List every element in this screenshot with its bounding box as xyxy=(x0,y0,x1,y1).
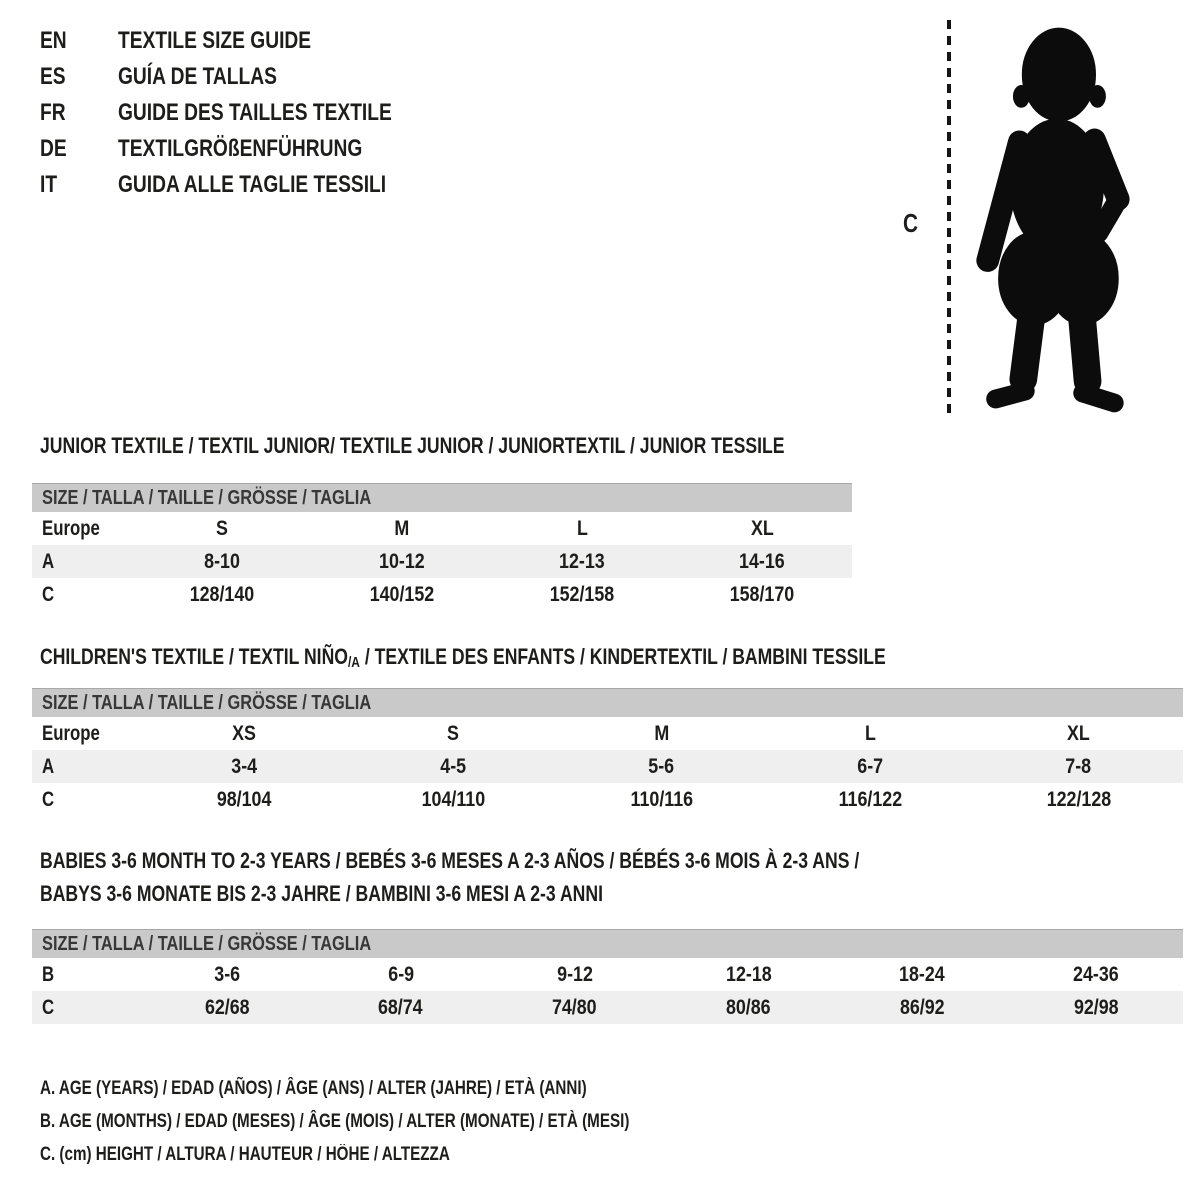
table-cell xyxy=(492,517,672,541)
row-label-text: C xyxy=(42,582,55,606)
table-cell-text: 7-8 xyxy=(1065,754,1092,778)
table-cell-text: L xyxy=(864,721,876,745)
table-cell-text: 104/110 xyxy=(421,787,485,811)
table-cell-text: S xyxy=(216,516,228,540)
children-section-title-text xyxy=(40,645,886,675)
table-cell xyxy=(349,788,558,812)
language-code xyxy=(40,63,118,91)
table-cell xyxy=(672,517,852,541)
table-cell xyxy=(132,550,312,574)
babies-section-title-line2: BABYS 3-6 MONATE BIS 2-3 JAHRE / BAMBINI 3-6 MESI A 2-3 ANNI xyxy=(40,881,603,906)
table-cell xyxy=(1009,996,1183,1020)
row-label-text: A xyxy=(42,754,55,778)
language-row xyxy=(40,170,453,200)
table-cell xyxy=(766,788,975,812)
row-label xyxy=(32,755,140,779)
table-cell-text: 12-18 xyxy=(725,962,772,986)
junior-size-table xyxy=(32,483,852,611)
language-code-text: DE xyxy=(40,135,67,162)
language-code xyxy=(40,135,118,163)
row-label xyxy=(32,996,140,1020)
table-cell xyxy=(140,996,314,1020)
row-label-text: C xyxy=(42,787,55,811)
language-row xyxy=(40,26,359,56)
table-cell xyxy=(312,583,492,607)
table-cell-text: 10-12 xyxy=(379,549,425,573)
table-row xyxy=(32,545,852,578)
size-header-label: SIZE / TALLA / TAILLE / GRÖSSE / TAGLIA xyxy=(42,486,372,509)
table-cell xyxy=(766,755,975,779)
table-cell-text: 14-16 xyxy=(739,549,785,573)
row-label xyxy=(32,550,132,574)
legend-line-a xyxy=(40,1072,777,1105)
table-cell xyxy=(672,550,852,574)
table-cell xyxy=(312,550,492,574)
table-cell-text: 92/98 xyxy=(1073,995,1119,1019)
junior-section-title-text: JUNIOR TEXTILE / TEXTIL JUNIOR/ TEXTILE JUNIOR / JUNIORTEXTIL / JUNIOR TESSILE xyxy=(40,433,785,458)
legend-line-c xyxy=(40,1138,777,1171)
legend-line-b xyxy=(40,1105,777,1138)
table-cell-text: 68/74 xyxy=(378,995,424,1019)
row-label xyxy=(32,517,132,541)
table-cell-text: 24-36 xyxy=(1073,962,1119,986)
row-label-text: C xyxy=(42,995,55,1019)
table-cell xyxy=(132,517,312,541)
table-cell-text: 5-6 xyxy=(648,754,675,778)
legend-line-c-text: C. (cm) HEIGHT / ALTURA / HAUTEUR / HÖHE / ALTEZZA xyxy=(40,1144,450,1165)
language-label: GUIDA ALLE TAGLIE TESSILI xyxy=(118,171,387,198)
table-cell xyxy=(766,722,975,746)
table-row xyxy=(32,783,1183,816)
table-cell-text: XL xyxy=(750,516,774,540)
table-cell-text: 80/86 xyxy=(726,995,771,1019)
table-cell-text: 3-6 xyxy=(214,962,240,986)
table-cell-text: 140/152 xyxy=(369,582,435,606)
table-cell-text: M xyxy=(394,516,410,540)
row-label-text: Europe xyxy=(42,721,100,745)
table-cell-text: 116/122 xyxy=(838,787,902,811)
table-cell-text: 128/140 xyxy=(189,582,255,606)
size-header-bar xyxy=(32,483,852,512)
children-title-main: CHILDREN'S TEXTILE / TEXTIL NIÑO xyxy=(40,644,348,669)
table-cell xyxy=(349,755,558,779)
table-cell-text: 9-12 xyxy=(556,962,593,986)
height-measure-label xyxy=(903,208,922,239)
children-title-subscript: /A xyxy=(347,654,360,671)
table-cell-text: 18-24 xyxy=(899,962,946,986)
size-header-label: SIZE / TALLA / TAILLE / GRÖSSE / TAGLIA xyxy=(42,691,372,714)
table-cell xyxy=(557,755,766,779)
table-row xyxy=(32,717,1183,750)
table-cell xyxy=(132,583,312,607)
row-label-text: Europe xyxy=(42,516,100,540)
row-label xyxy=(32,583,132,607)
language-code xyxy=(40,27,118,55)
language-label: GUIDE DES TAILLES TEXTILE xyxy=(118,99,392,126)
legend-line-a-text: A. AGE (YEARS) / EDAD (AÑOS) / ÂGE (ANS) / ALTER (JAHRE) / ETÀ (ANNI) xyxy=(40,1078,587,1099)
table-cell xyxy=(661,996,835,1020)
table-cell-text: 6-9 xyxy=(387,962,414,986)
row-label xyxy=(32,963,140,987)
table-cell xyxy=(140,755,349,779)
children-size-table xyxy=(32,688,1183,816)
table-cell xyxy=(974,722,1183,746)
table-cell-text: 62/68 xyxy=(204,995,250,1019)
table-cell xyxy=(314,963,488,987)
table-cell xyxy=(557,722,766,746)
table-cell-text: 12-13 xyxy=(559,549,605,573)
row-label-text: A xyxy=(42,549,55,573)
table-row xyxy=(32,991,1183,1024)
table-cell xyxy=(140,788,349,812)
babies-section-title xyxy=(40,844,1064,910)
children-title-rest: / TEXTILE DES ENFANTS / KINDERTEXTIL / BAMBINI TESSILE xyxy=(359,644,886,669)
table-cell-text: 152/158 xyxy=(549,582,615,606)
size-header-bar xyxy=(32,929,1183,958)
table-cell xyxy=(557,788,766,812)
language-label: TEXTILE SIZE GUIDE xyxy=(118,27,312,54)
table-cell xyxy=(140,722,349,746)
height-measure-dashed-line xyxy=(947,20,951,418)
table-cell-text: XS xyxy=(232,721,257,745)
table-cell xyxy=(488,963,662,987)
language-row xyxy=(40,62,317,92)
table-row xyxy=(32,512,852,545)
language-code-text: IT xyxy=(40,171,58,198)
language-code-text: EN xyxy=(40,27,67,54)
table-cell xyxy=(835,996,1009,1020)
size-header-label: SIZE / TALLA / TAILLE / GRÖSSE / TAGLIA xyxy=(42,932,372,955)
junior-section-title xyxy=(40,434,971,458)
table-cell xyxy=(314,996,488,1020)
language-code-text: ES xyxy=(40,63,66,90)
babies-section-title-line1: BABIES 3-6 MONTH TO 2-3 YEARS / BEBÉS 3-6 MESES A 2-3 AÑOS / BÉBÉS 3-6 MOIS À 2-3 ANS / xyxy=(40,848,860,873)
size-header-bar xyxy=(32,688,1183,717)
table-cell-text: S xyxy=(446,721,459,745)
legend-line-b-text: B. AGE (MONTHS) / EDAD (MESES) / ÂGE (MOIS) / ALTER (MONATE) / ETÀ (MESI) xyxy=(40,1111,630,1132)
language-row xyxy=(40,98,460,128)
table-cell xyxy=(974,788,1183,812)
table-cell-text: L xyxy=(576,516,588,540)
children-section-title xyxy=(40,645,1097,675)
table-cell xyxy=(661,963,835,987)
language-label: TEXTILGRÖßENFÜHRUNG xyxy=(118,135,363,162)
table-cell-text: 98/104 xyxy=(216,787,272,811)
language-code-text: FR xyxy=(40,99,66,126)
table-cell xyxy=(140,963,314,987)
language-row xyxy=(40,134,423,164)
row-label xyxy=(32,788,140,812)
table-cell-text: 86/92 xyxy=(899,995,945,1019)
table-cell-text: 3-4 xyxy=(231,754,258,778)
table-cell-text: M xyxy=(654,721,669,745)
table-row xyxy=(32,750,1183,783)
language-label: GUÍA DE TALLAS xyxy=(118,63,277,90)
language-code xyxy=(40,171,118,199)
table-cell-text: 6-7 xyxy=(857,754,883,778)
row-label-text: B xyxy=(42,962,55,986)
table-row xyxy=(32,578,852,611)
table-cell xyxy=(672,583,852,607)
table-cell-text: 122/128 xyxy=(1046,787,1111,811)
babies-size-table xyxy=(32,929,1183,1024)
table-cell xyxy=(492,550,672,574)
table-cell-text: XL xyxy=(1067,721,1091,745)
table-cell-text: 74/80 xyxy=(552,995,597,1019)
table-cell xyxy=(312,517,492,541)
height-measure-label-text: C xyxy=(903,208,919,238)
table-cell-text: 110/116 xyxy=(630,787,693,811)
row-label xyxy=(32,722,140,746)
toddler-silhouette-icon xyxy=(962,22,1140,420)
table-cell-text: 158/170 xyxy=(729,582,795,606)
language-code xyxy=(40,99,118,127)
table-row xyxy=(32,958,1183,991)
legend xyxy=(40,1072,777,1171)
table-cell xyxy=(349,722,558,746)
table-cell xyxy=(835,963,1009,987)
table-cell-text: 8-10 xyxy=(204,549,240,573)
table-cell xyxy=(1009,963,1183,987)
table-cell xyxy=(492,583,672,607)
table-cell-text: 4-5 xyxy=(439,754,466,778)
table-cell xyxy=(488,996,662,1020)
table-cell xyxy=(974,755,1183,779)
